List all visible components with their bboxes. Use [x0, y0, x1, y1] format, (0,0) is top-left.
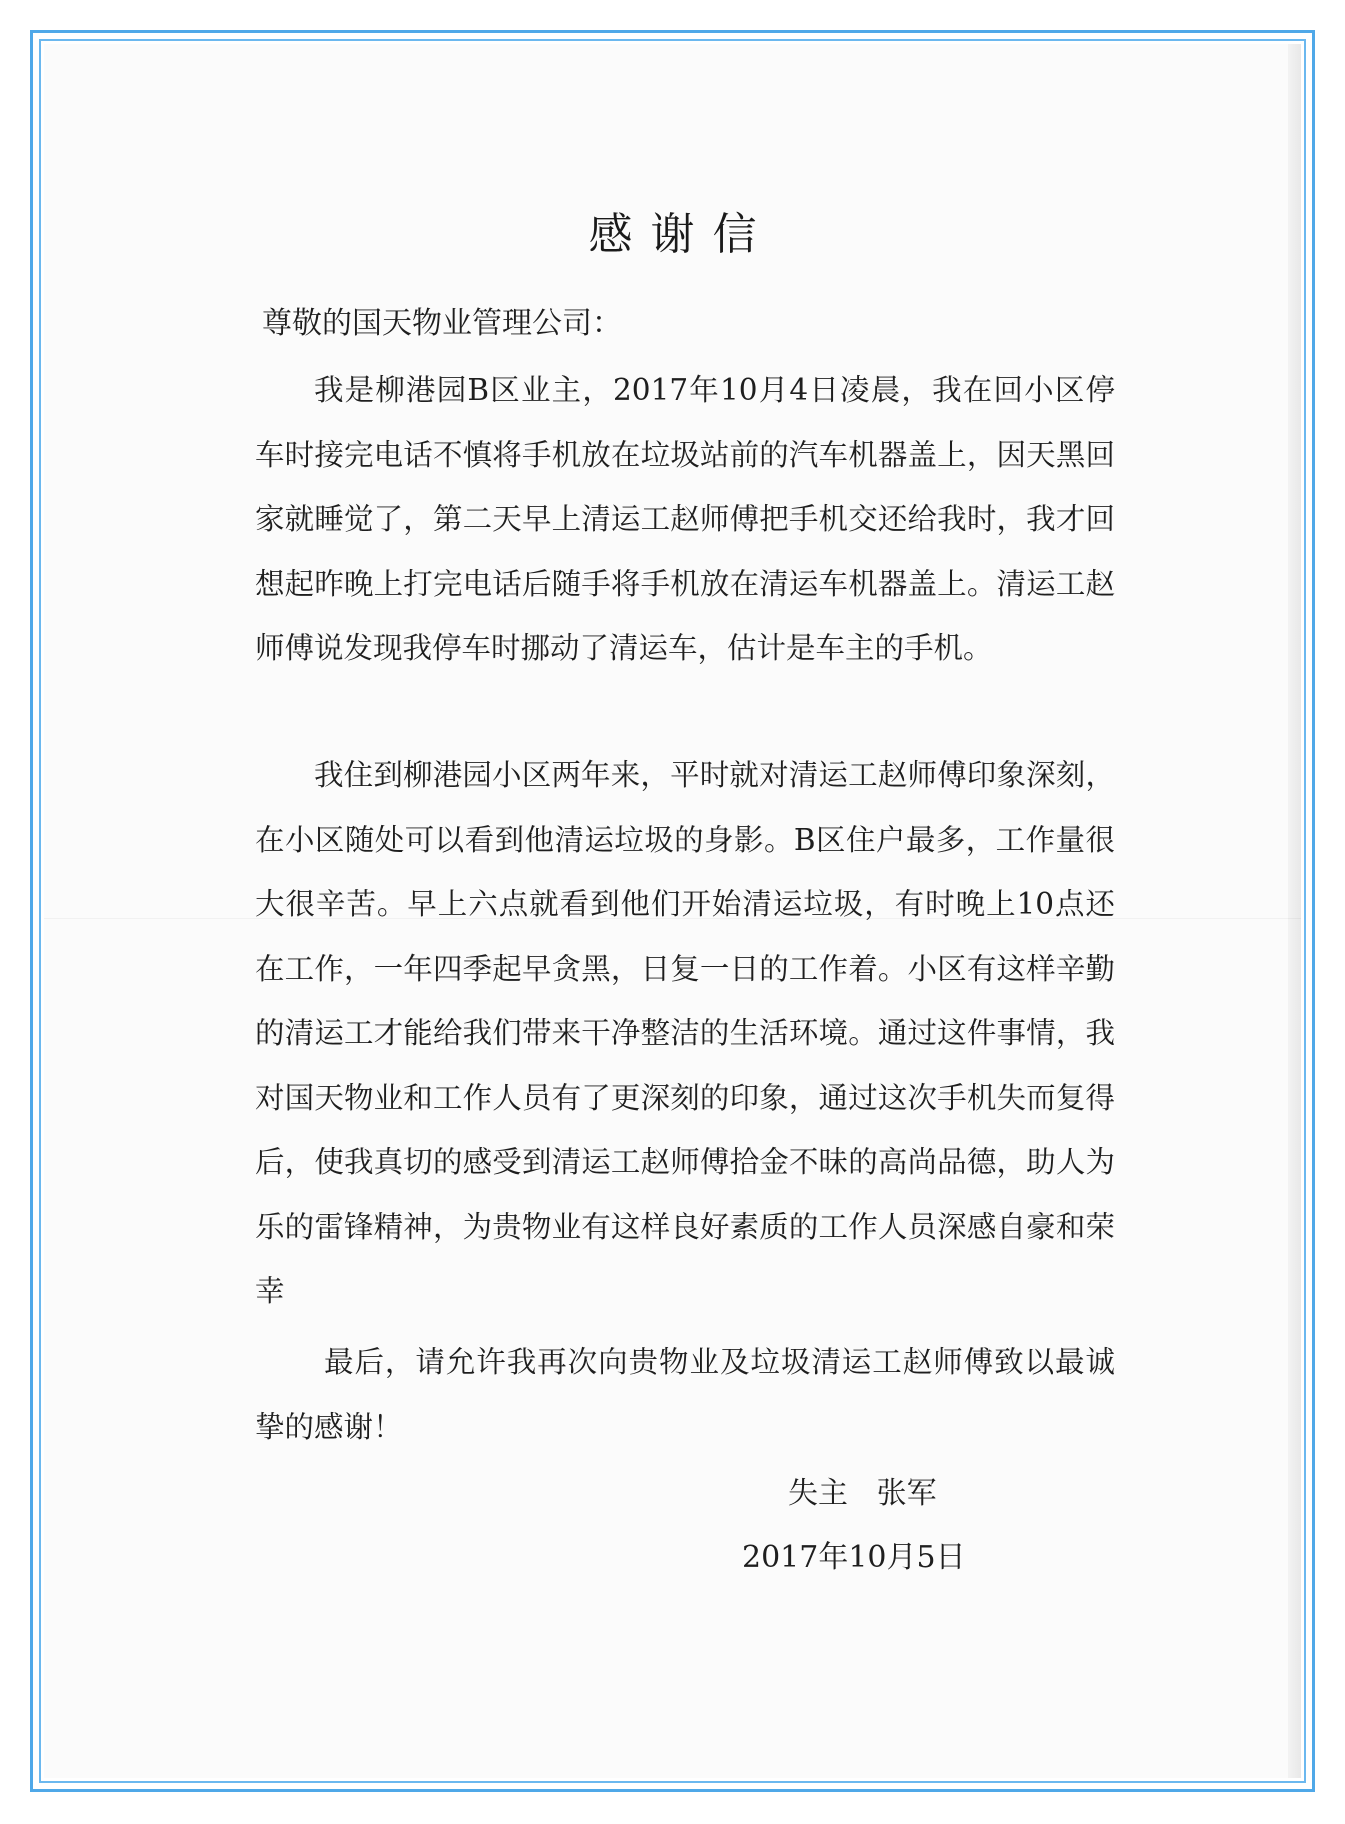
letter-salutation: 尊敬的国天物业管理公司：	[262, 306, 622, 341]
letter-paragraph-3: 最后，请允许我再次向贵物业及垃圾清运工赵师傅致以最诚挚的感谢！	[255, 1345, 1115, 1444]
letter-date: 2017年10月5日	[742, 1540, 966, 1575]
letter-signature: 失主 张军	[788, 1476, 937, 1511]
letter-title: 感谢信	[588, 209, 775, 260]
letter-paragraph-2: 我住到柳港园小区两年来，平时就对清运工赵师傅印象深刻，在小区随处可以看到他清运垃圾的身影。B区住户最多，工作量很大很辛苦。早上六点就看到他们开始清运垃圾，有时晚上10点还在工作，一年四季起早贪黑，日复一日的工作着。小区有这样辛勤的清运工才能给我们带来干净整洁的生活环境。通过这件事情，我对国天物业和工作人员有了更深刻的印象，通过这次手机失而复得后，使我真切的感受到清运工赵师傅拾金不昧的高尚品德，助人为乐的雷锋精神，为贵物业有这样良好素质的工作人员深感自豪和荣幸	[255, 758, 1115, 1308]
letter-paragraph-1: 我是柳港园B区业主，2017年10月4日凌晨，我在回小区停车时接完电话不慎将手机放在垃圾站前的汽车机器盖上，因天黑回家就睡觉了，第二天早上清运工赵师傅把手机交还给我时，我才回想起昨晚上打完电话后随手将手机放在清运车机器盖上。清运工赵师傅说发现我停车时挪动了清运车，估计是车主的手机。	[255, 373, 1115, 665]
